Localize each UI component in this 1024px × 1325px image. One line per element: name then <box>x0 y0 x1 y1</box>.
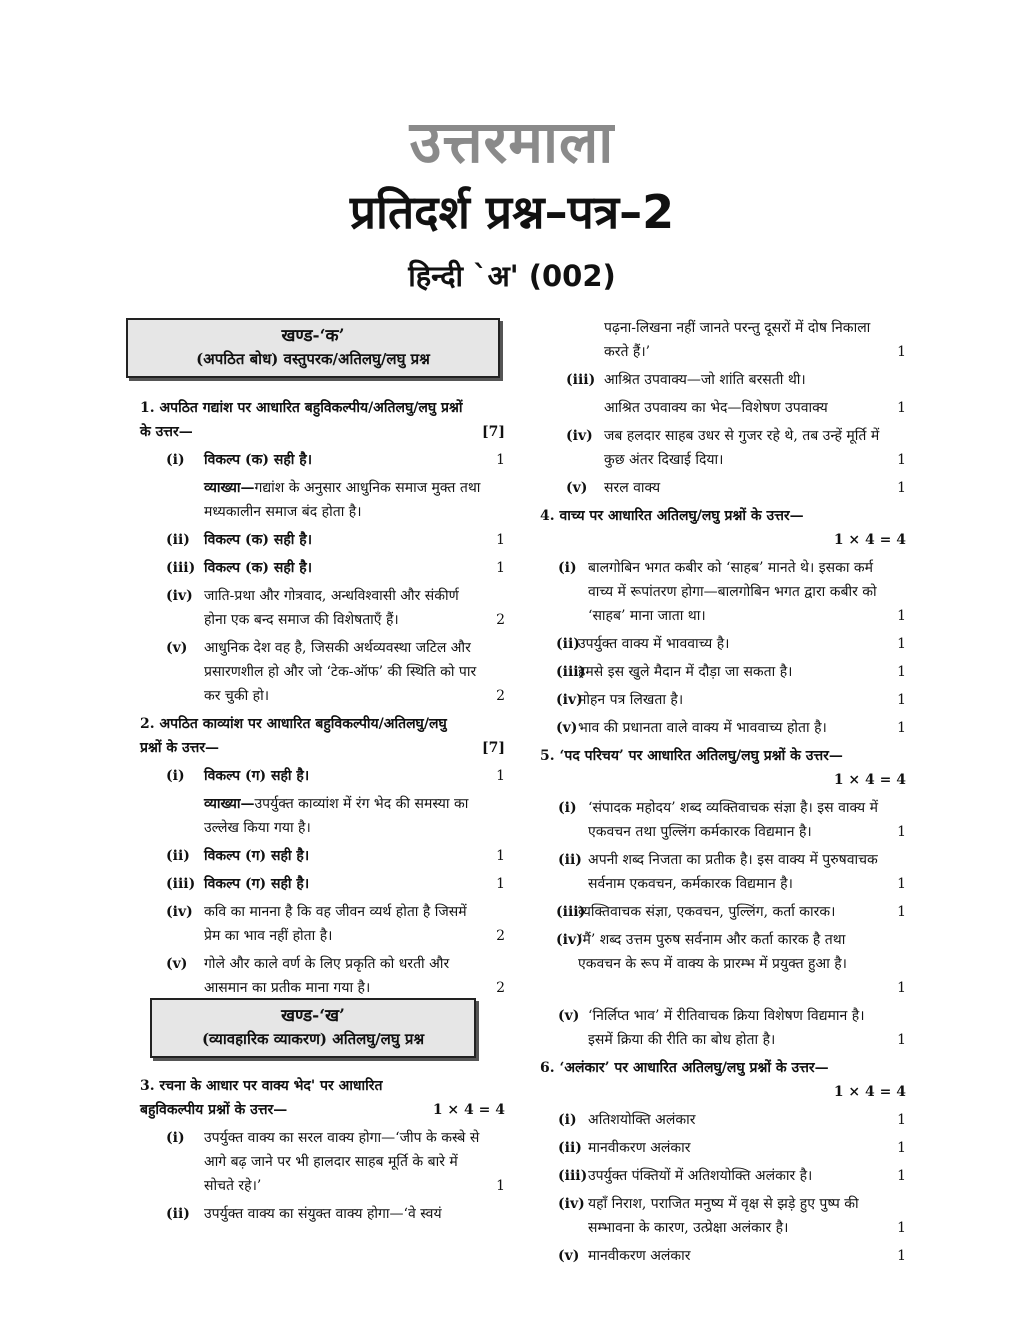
question-2-heading: 2. अपठित काव्यांश पर आधारित बहुविकल्पीय/अतिलघु/लघु प्रश्नों के उत्तर— [7] <box>140 712 505 760</box>
question-4-heading: 4. वाच्य पर आधारित अतिलघु/लघु प्रश्नों के उत्तर— 1 × 4 = 4 <box>540 504 906 552</box>
answer-item: (i) अतिशयोक्ति अलंकार 1 <box>558 1112 906 1128</box>
question-3-marks: 1 × 4 = 4 <box>432 1102 505 1118</box>
section-kh-box <box>150 998 476 1058</box>
left-column-bottom <box>140 1074 505 1230</box>
answer-item: (iv) जब हलदार साहब उधर से गुजर रहे थे, तब उन्हें मूर्ति में कुछ अंतर दिखाई दिया। 1 <box>566 428 906 468</box>
answer-item: (v) ‘निर्लिप्त भाव’ में रीतिवाचक क्रिया विशेषण विद्यमान है। इसमें क्रिया की रीति का बोध होता है। 1 <box>558 1008 906 1048</box>
answer-item: (v) गोले और काले वर्ण के लिए प्रकृति को धरती और आसमान का प्रतीक माना गया है। 2 <box>166 956 505 996</box>
question-5-heading: 5. ‘पद परिचय’ पर आधारित अतिलघु/लघु प्रश्नों के उत्तर— 1 × 4 = 4 <box>540 744 906 792</box>
answer-item: (iv) मोहन पत्र लिखता है। 1 <box>556 692 906 708</box>
question-1-heading: 1. अपठित गद्यांश पर आधारित बहुविकल्पीय/अतिलघु/लघु प्रश्नों के उत्तर— [7] <box>140 396 505 444</box>
answer-item: (i) विकल्प (क) सही है। 1 <box>166 452 505 468</box>
section-k-title: खण्ड-‘क’ <box>281 326 345 346</box>
answer-item: (iv) जाति-प्रथा और गोत्रवाद, अन्धविश्वासी और संकीर्ण होना एक बन्द समाज की विशेषताएँ हैं। 2 <box>166 588 505 628</box>
page-title: उत्तरमाला <box>409 108 615 176</box>
answer-item: (i) विकल्प (ग) सही है। 1 <box>166 768 505 784</box>
section-k-subtitle: (अपठित बोध) वस्तुपरक/अतिलघु/लघु प्रश्न <box>196 350 430 368</box>
explanation: व्याख्या—गद्यांश के अनुसार आधुनिक समाज मुक्त तथा मध्यकालीन समाज बंद होता है। <box>204 480 481 520</box>
section-k-box <box>126 318 500 378</box>
answer-continuation: पढ़ना-लिखना नहीं जानते परन्तु दूसरों में दोष निकाला करते हैं।’ 1 <box>604 320 906 360</box>
answer-item: (ii) विकल्प (ग) सही है। 1 <box>166 848 505 864</box>
section-kh-subtitle: (व्यावहारिक व्याकरण) अतिलघु/लघु प्रश्न <box>201 1030 425 1048</box>
answer-item: (iii) उपर्युक्त पंक्तियों में अतिशयोक्ति अलंकार है। 1 <box>558 1168 906 1184</box>
answer-item: (v) मानवीकरण अलंकार 1 <box>558 1248 906 1264</box>
answer-item: (v) सरल वाक्य 1 <box>566 480 906 496</box>
explanation: व्याख्या—उपर्युक्त काव्यांश में रंग भेद की समस्या का उल्लेख किया गया है। <box>204 796 469 836</box>
answer-item: (ii) उपर्युक्त वाक्य का संयुक्त वाक्य होगा—‘वे स्वयं <box>166 1206 442 1222</box>
section-kh-title: खण्ड-‘ख’ <box>281 1006 345 1026</box>
answer-item: (iii) व्यक्तिवाचक संज्ञा, एकवचन, पुल्लिंग, कर्ता कारक। 1 <box>556 904 906 920</box>
answer-item: (iii) हमसे इस खुले मैदान में दौड़ा जा सकता है। 1 <box>556 664 906 680</box>
question-6-marks: 1 × 4 = 4 <box>833 1084 906 1100</box>
left-column <box>140 396 505 1004</box>
subject-title: हिन्दी `अ' (002) <box>408 259 616 293</box>
right-column <box>540 316 906 1272</box>
answer-sub: आश्रित उपवाक्य का भेद—विशेषण उपवाक्य 1 <box>604 400 906 416</box>
answer-item: (ii) मानवीकरण अलंकार 1 <box>558 1140 906 1156</box>
question-3-heading: 3. रचना के आधार पर वाक्य भेद' पर आधारित बहुविकल्पीय प्रश्नों के उत्तर— 1 × 4 = 4 <box>140 1074 505 1122</box>
answer-item: (i) ‘संपादक महोदय’ शब्द व्यक्तिवाचक संज्ञा है। इस वाक्य में एकवचन तथा पुल्लिंग कर्मकारक विद्यमान है। 1 <box>558 800 906 840</box>
answer-item: (ii) उपर्युक्त वाक्य में भाववाच्य है। 1 <box>556 636 906 652</box>
question-2-marks: [7] <box>482 740 505 756</box>
question-1-marks: [7] <box>482 424 505 440</box>
answer-item: (iii) विकल्प (ग) सही है। 1 <box>166 876 505 892</box>
question-6-heading: 6. ‘अलंकार’ पर आधारित अतिलघु/लघु प्रश्नों के उत्तर— 1 × 4 = 4 <box>540 1056 906 1104</box>
answer-item: (iii) विकल्प (क) सही है। 1 <box>166 560 505 576</box>
answer-item: (iv) यहाँ निराश, पराजित मनुष्य में वृक्ष से झड़े हुए पुष्प की सम्भावना के कारण, उत्प्रेक्षा अलंकार है। 1 <box>558 1196 906 1236</box>
answer-item: (v) भाव की प्रधानता वाले वाक्य में भाववाच्य होता है। 1 <box>556 720 906 736</box>
answer-item: (v) आधुनिक देश वह है, जिसकी अर्थव्यवस्था जटिल और प्रसारणशील हो और जो ‘टेक-ऑफ’ की स्थिति को पार कर चुकी हो। 2 <box>166 640 505 704</box>
answer-item: (iv) कवि का मानना है कि वह जीवन व्यर्थ होता है जिसमें प्रेम का भाव नहीं होता है। 2 <box>166 904 505 944</box>
answer-item: (i) बालगोबिन भगत कबीर को ‘साहब’ मानते थे। इसका कर्म वाच्य में रूपांतरण होगा—बालगोबिन भगत द्वारा कबीर को ‘साहब’ माना जाता था। 1 <box>558 560 906 624</box>
answer-item: (iii) आश्रित उपवाक्य—जो शांति बरसती थी। <box>566 372 806 388</box>
paper-title: प्रतिदर्श प्रश्न–पत्र–2 <box>349 185 675 239</box>
answer-item: (ii) विकल्प (क) सही है। 1 <box>166 532 505 548</box>
question-5-marks: 1 × 4 = 4 <box>833 772 906 788</box>
answer-item: (iv) ‘मैं’ शब्द उत्तम पुरुष सर्वनाम और कर्ता कारक है तथा एकवचन के रूप में वाक्य के प्रारम्भ में प्रयुक्त हुआ है। 1 <box>556 932 906 996</box>
answer-item: (ii) अपनी शब्द निजता का प्रतीक है। इस वाक्य में पुरुषवाचक सर्वनाम एकवचन, कर्मकारक विद्यमान है। 1 <box>558 852 906 892</box>
answer-item: (i) उपर्युक्त वाक्य का सरल वाक्य होगा—‘जीप के कस्बे से आगे बढ़ जाने पर भी हालदार साहब मूर्ति के बारे में सोचते रहे।’ 1 <box>166 1130 505 1194</box>
question-4-marks: 1 × 4 = 4 <box>833 532 906 548</box>
